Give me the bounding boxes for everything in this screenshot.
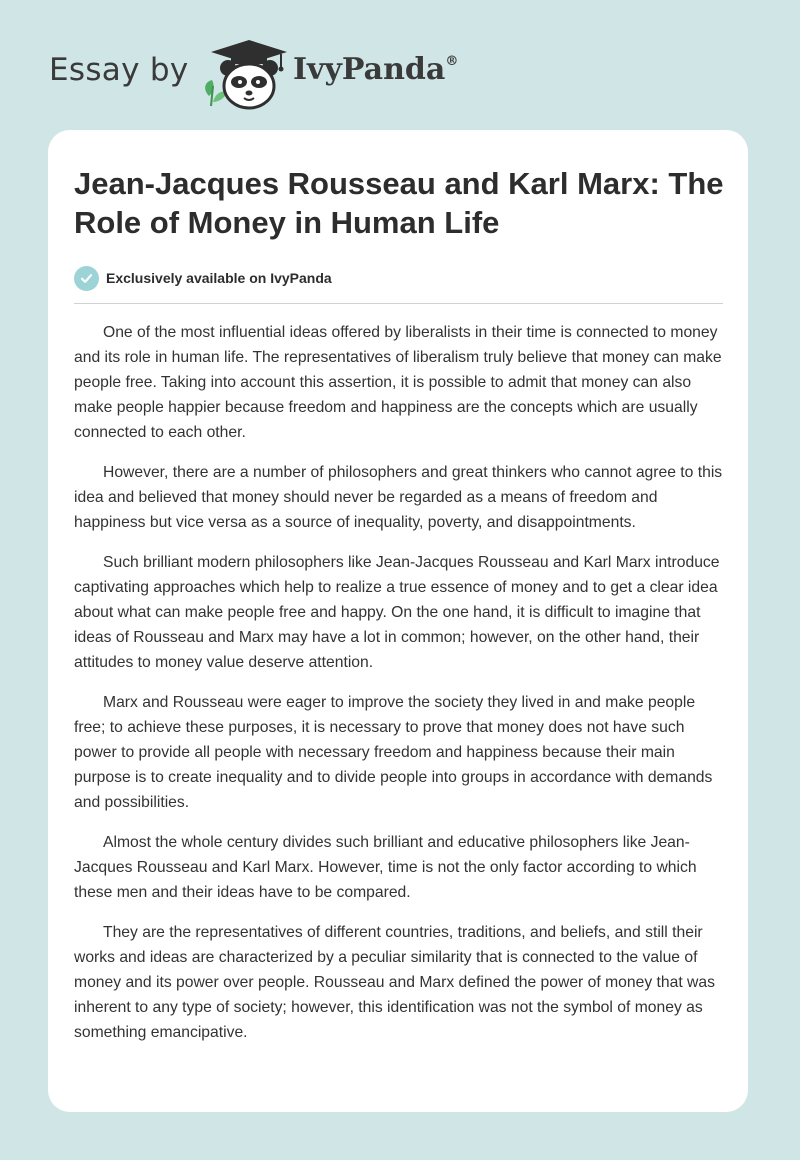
paragraph: Marx and Rousseau were eager to improve the society they lived in and make people free; to achieve these purposes, it is necessary to prove that money does not have such power to provide all people with necessary freedom and happiness because their main purpose is to create inequality and to divide people into groups in accordance with demands and possibilities. <box>74 694 713 811</box>
divider <box>74 303 723 304</box>
essay-title: Jean-Jacques Rousseau and Karl Marx: The Role of Money in Human Life <box>74 166 724 240</box>
exclusive-badge-label: Exclusively available on IvyPanda <box>106 270 332 286</box>
essay-body <box>74 320 725 1060</box>
paragraph: Such brilliant modern philosophers like Jean-Jacques Rousseau and Karl Marx introduce captivating approaches which help to realize a true essence of money and to get a clear idea about what can make people free and happy. On the one hand, it is difficult to imagine that ideas of Rousseau and Marx may have a lot in common; however, on the other hand, their attitudes to money value deserve attention. <box>74 554 720 671</box>
brand-name <box>293 52 458 87</box>
registered-mark: ® <box>445 54 459 69</box>
brand-prefix: Essay by <box>49 52 189 88</box>
essay-card <box>48 130 748 1112</box>
brand-header <box>47 36 507 112</box>
checkmark-icon <box>74 266 99 291</box>
paragraph: One of the most influential ideas offered by liberalists in their time is connected to money and its role in human life. The representatives of liberalism truly believe that money can make people free. Taking into account this assertion, it is possible to admit that money can also make people happier because freedom and happiness are the concepts which are usually connected to each other. <box>74 324 722 441</box>
paragraph: However, there are a number of philosophers and great thinkers who cannot agree to this idea and believed that money should never be regarded as a means of freedom and happiness but vice versa as a source of inequality, poverty, and disappointments. <box>74 464 723 531</box>
panda-logo-icon[interactable] <box>201 36 291 117</box>
brand-name-text: IvyPanda <box>293 52 446 87</box>
paragraph: Almost the whole century divides such brilliant and educative philosophers like Jean-Jacques Rousseau and Karl Marx. However, time is not the only factor according to which these men and their ideas have to be compared. <box>74 834 697 901</box>
exclusive-badge <box>74 265 332 291</box>
paragraph: They are the representatives of different countries, traditions, and beliefs, and still their works and ideas are characterized by a peculiar similarity that is connected to the value of money and its power over people. Rousseau and Marx defined the power of money that was inherent to any type of society; however, this identification was not the symbol of money as something emancipative. <box>74 924 715 1041</box>
